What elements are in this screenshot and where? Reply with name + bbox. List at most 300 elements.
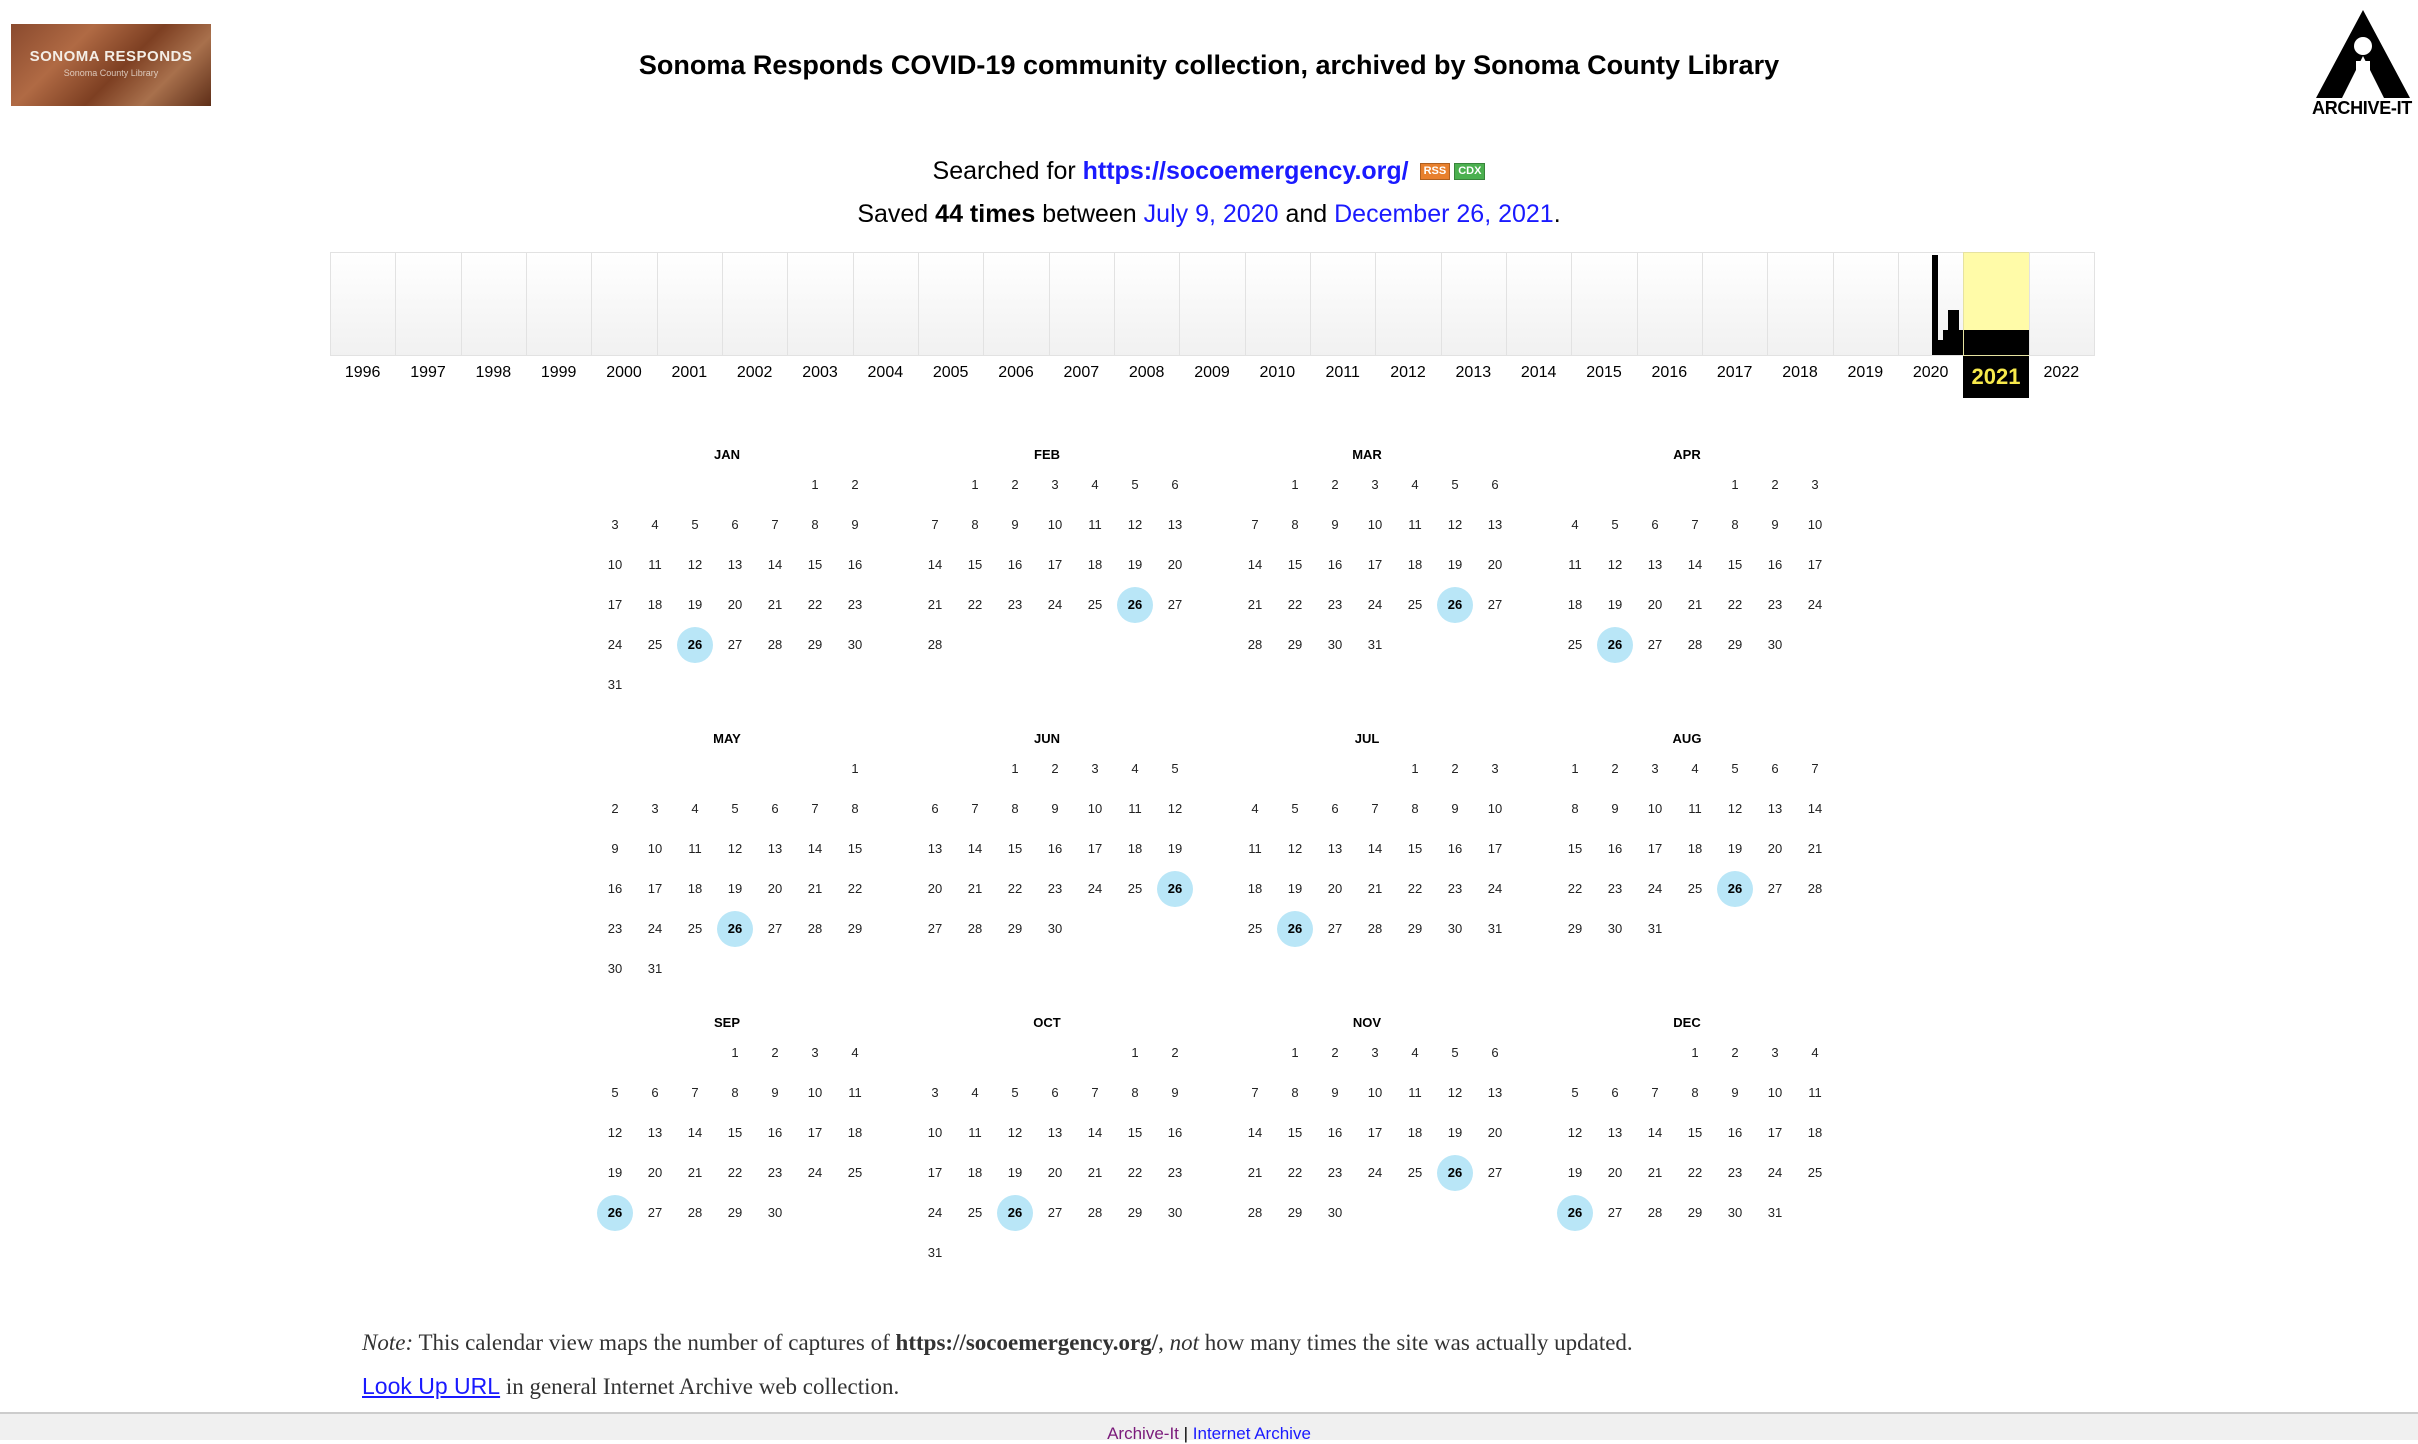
calendar-day: 29 [1687, 1205, 1703, 1220]
calendar-day: 30 [847, 637, 863, 652]
calendar-day: 19 [1287, 881, 1303, 896]
calendar-day: 28 [1807, 881, 1823, 896]
capture-day[interactable]: 26 [1157, 871, 1193, 907]
rss-badge[interactable]: RSS [1420, 163, 1451, 180]
note-not: not [1169, 1330, 1199, 1355]
month-title: JAN [713, 447, 740, 462]
calendar-day: 12 [1287, 841, 1303, 856]
calendar-day: 19 [687, 597, 703, 612]
year-cell-2006[interactable] [983, 252, 1049, 356]
calendar-day: 21 [1807, 841, 1823, 856]
calendar-day: 25 [1807, 1165, 1823, 1180]
month-title: MAY [713, 731, 741, 746]
year-cell-2008[interactable] [1114, 252, 1180, 356]
calendar-day: 11 [688, 841, 702, 856]
year-cell-2016[interactable] [1637, 252, 1703, 356]
calendar-day: 3 [1651, 761, 1659, 776]
year-cell-2013[interactable] [1441, 252, 1507, 356]
calendar-day: 13 [1047, 1125, 1063, 1140]
calendar-day: 4 [1411, 477, 1419, 492]
calendar-day: 20 [727, 597, 743, 612]
calendar-day: 9 [1611, 801, 1619, 816]
year-label-2012[interactable]: 2012 [1390, 364, 1426, 381]
calendar-day: 2 [851, 477, 859, 492]
calendar-day: 16 [1007, 557, 1023, 572]
calendar-day: 16 [1327, 557, 1343, 572]
month-dec [1557, 1015, 1847, 1295]
calendar-day: 9 [1011, 517, 1019, 532]
year-cell-1997[interactable] [395, 252, 461, 356]
month-may [597, 731, 887, 1011]
calendar-day: 29 [847, 921, 863, 936]
month-title: NOV [1352, 1015, 1382, 1030]
calendar-day: 7 [1251, 517, 1259, 532]
calendar-day: 6 [1171, 477, 1179, 492]
calendar-day: 10 [1087, 801, 1103, 816]
calendar-day: 9 [771, 1085, 779, 1100]
calendar-day: 16 [1607, 841, 1623, 856]
calendar-day: 18 [967, 1165, 983, 1180]
calendar-day: 16 [607, 881, 623, 896]
calendar-day: 29 [1287, 1205, 1303, 1220]
calendar-day: 13 [647, 1125, 663, 1140]
year-label-1996[interactable]: 1996 [344, 364, 381, 381]
calendar-day: 10 [1047, 517, 1063, 532]
between-label: between [1042, 200, 1137, 228]
calendar-day: 12 [1447, 517, 1463, 532]
calendar-day: 24 [1807, 597, 1823, 612]
capture-day[interactable]: 26 [1117, 587, 1153, 623]
calendar-day: 27 [1487, 1165, 1503, 1180]
calendar-day: 7 [1251, 1085, 1259, 1100]
calendar-day: 23 [1047, 881, 1063, 896]
calendar-day: 30 [1327, 637, 1343, 652]
calendar-day: 1 [1411, 761, 1419, 776]
year-cell-1998[interactable] [461, 252, 527, 356]
period: . [1553, 200, 1561, 228]
year-label-2000[interactable]: 2000 [606, 364, 642, 381]
calendar-day: 15 [1287, 557, 1303, 572]
calendar-day: 22 [807, 597, 823, 612]
calendar-day: 10 [1367, 517, 1383, 532]
calendar-day: 3 [1051, 477, 1059, 492]
calendar-day: 2 [1771, 477, 1779, 492]
year-cell-2012[interactable] [1375, 252, 1441, 356]
calendar-day: 8 [851, 801, 859, 816]
month-title: FEB [1034, 447, 1060, 462]
calendar-day: 18 [1127, 841, 1143, 856]
calendar-day: 2 [1011, 477, 1019, 492]
calendar-day: 22 [727, 1165, 743, 1180]
calendar-day: 7 [1651, 1085, 1659, 1100]
calendar-day: 4 [691, 801, 699, 816]
calendar-day: 25 [1247, 921, 1263, 936]
calendar-day: 27 [1767, 881, 1783, 896]
calendar-day: 30 [767, 1205, 783, 1220]
capture-day[interactable]: 26 [1557, 1195, 1593, 1231]
calendar-day: 4 [1091, 477, 1099, 492]
year-cell-2003[interactable] [787, 252, 853, 356]
calendar-day: 3 [611, 517, 619, 532]
calendar-day: 10 [607, 557, 623, 572]
capture-day[interactable]: 26 [1717, 871, 1753, 907]
calendar-day: 12 [1607, 557, 1623, 572]
calendar-day: 2 [611, 801, 619, 816]
calendar-day: 10 [1647, 801, 1663, 816]
calendar-day: 14 [767, 557, 783, 572]
calendar-day: 15 [967, 557, 983, 572]
calendar-day: 3 [1371, 477, 1379, 492]
calendar-day: 16 [1167, 1125, 1183, 1140]
calendar-day: 10 [1487, 801, 1503, 816]
calendar-day: 1 [1131, 1045, 1139, 1060]
saved-label: Saved [857, 200, 929, 228]
year-label-2010[interactable]: 2010 [1259, 364, 1296, 381]
capture-day[interactable]: 26 [677, 627, 713, 663]
calendar-day: 19 [1447, 557, 1463, 572]
calendar-day: 6 [1611, 1085, 1619, 1100]
searched-url-link[interactable]: https://socoemergency.org/ [1082, 157, 1409, 185]
calendar-day: 5 [1131, 477, 1139, 492]
calendar-day: 22 [1007, 881, 1023, 896]
year-label-2005[interactable]: 2005 [932, 364, 969, 381]
note-label: Note: [362, 1330, 414, 1355]
calendar-day: 20 [1487, 1125, 1503, 1140]
calendar-day: 8 [1691, 1085, 1699, 1100]
year-cell-2010[interactable] [1245, 252, 1311, 356]
calendar-day: 16 [1727, 1125, 1743, 1140]
calendar-day: 18 [1087, 557, 1103, 572]
calendar-day: 19 [1127, 557, 1143, 572]
calendar-day: 15 [1407, 841, 1423, 856]
month-sep [597, 1015, 887, 1295]
month-title: DEC [1673, 1015, 1701, 1030]
calendar-day: 2 [1611, 761, 1619, 776]
calendar-day: 4 [1691, 761, 1699, 776]
calendar-day: 8 [731, 1085, 739, 1100]
calendar-day: 3 [651, 801, 659, 816]
calendar-day: 23 [847, 597, 863, 612]
calendar-day: 27 [727, 637, 743, 652]
calendar-day: 12 [607, 1125, 623, 1140]
calendar-day: 27 [1327, 921, 1343, 936]
month-title: MAR [1352, 447, 1382, 462]
year-label-2016[interactable]: 2016 [1651, 364, 1688, 381]
calendar-day: 25 [687, 921, 703, 936]
calendar-day: 14 [1687, 557, 1703, 572]
calendar-day: 29 [807, 637, 823, 652]
year-cell-2014[interactable] [1506, 252, 1572, 356]
note-text-end: how many times the site was actually updated. [1204, 1330, 1633, 1355]
page-title: Sonoma Responds COVID-19 community collection, archived by Sonoma County Library [638, 50, 1780, 80]
year-label-2013[interactable]: 2013 [1455, 364, 1492, 381]
calendar-day: 11 [1688, 801, 1702, 816]
calendar-day: 6 [931, 801, 939, 816]
calendar-day: 1 [1291, 477, 1299, 492]
lookup-text: in general Internet Archive web collection. [505, 1374, 900, 1399]
calendar-day: 21 [1647, 1165, 1663, 1180]
calendar-day: 10 [1807, 517, 1823, 532]
calendar-day: 28 [1647, 1205, 1663, 1220]
calendar-day: 28 [1087, 1205, 1103, 1220]
calendar-day: 18 [1567, 597, 1583, 612]
year-label-2001[interactable]: 2001 [671, 364, 708, 381]
year-label-2020[interactable]: 2020 [1912, 364, 1949, 381]
calendar-day: 29 [1407, 921, 1423, 936]
calendar-day: 25 [647, 637, 663, 652]
calendar-day: 20 [1647, 597, 1663, 612]
calendar-day: 27 [1047, 1205, 1063, 1220]
month-title: JUN [1033, 731, 1060, 746]
calendar-day: 19 [1007, 1165, 1023, 1180]
calendar-day: 17 [927, 1165, 943, 1180]
calendar-day: 16 [1047, 841, 1063, 856]
calendar-day: 24 [1367, 597, 1383, 612]
calendar-day: 31 [1487, 921, 1503, 936]
calendar-day: 5 [1171, 761, 1179, 776]
calendar-day: 4 [1571, 517, 1579, 532]
calendar-day: 5 [1011, 1085, 1019, 1100]
year-cell-1996[interactable] [330, 252, 396, 356]
month-jun [917, 731, 1207, 1011]
calendar-day: 30 [1447, 921, 1463, 936]
year-cell-2022[interactable] [2029, 252, 2095, 356]
calendar-day: 2 [1451, 761, 1459, 776]
calendar-day: 4 [1411, 1045, 1419, 1060]
calendar-day: 1 [1011, 761, 1019, 776]
calendar-day: 19 [1447, 1125, 1463, 1140]
last-capture-link[interactable]: December 26, 2021 [1334, 200, 1554, 228]
calendar-day: 6 [731, 517, 739, 532]
calendar-day: 28 [687, 1205, 703, 1220]
capture-day[interactable]: 26 [997, 1195, 1033, 1231]
year-label-2007[interactable]: 2007 [1063, 364, 1100, 381]
calendar-day: 8 [811, 517, 819, 532]
year-cell-2015[interactable] [1571, 252, 1637, 356]
year-cell-2020[interactable] [1898, 252, 1964, 356]
capture-day[interactable]: 26 [717, 911, 753, 947]
calendar-day: 15 [1727, 557, 1743, 572]
calendar-day: 9 [1331, 1085, 1339, 1100]
calendar-day: 12 [687, 557, 703, 572]
year-label-2021[interactable]: 2021 [1963, 356, 2028, 398]
capture-day[interactable]: 26 [1437, 1155, 1473, 1191]
footer-links [0, 1424, 2418, 1444]
calendar-day: 31 [1647, 921, 1663, 936]
calendar-day: 22 [1127, 1165, 1143, 1180]
calendar-day: 5 [691, 517, 699, 532]
calendar-note [362, 1330, 1633, 1356]
calendar-day: 11 [1088, 517, 1102, 532]
calendar-day: 30 [607, 961, 623, 976]
calendar-day: 12 [1007, 1125, 1023, 1140]
calendar-day: 6 [1771, 761, 1779, 776]
year-label-2006[interactable]: 2006 [998, 364, 1034, 381]
calendar-day: 14 [1807, 801, 1823, 816]
calendar-day: 11 [1408, 517, 1422, 532]
calendar-day: 24 [1087, 881, 1103, 896]
calendar-day: 5 [1291, 801, 1299, 816]
year-label-2008[interactable]: 2008 [1128, 364, 1165, 381]
year-label-2003[interactable]: 2003 [802, 364, 838, 381]
year-cell-2002[interactable] [722, 252, 788, 356]
calendar-day: 21 [767, 597, 783, 612]
calendar-day: 23 [1167, 1165, 1183, 1180]
year-label-2014[interactable]: 2014 [1520, 364, 1557, 381]
calendar-day: 18 [1687, 841, 1703, 856]
calendar-day: 13 [727, 557, 743, 572]
calendar-day: 30 [1767, 637, 1783, 652]
calendar-day: 23 [1727, 1165, 1743, 1180]
month-jan [597, 447, 887, 727]
capture-day[interactable]: 26 [1597, 627, 1633, 663]
month-title: APR [1673, 447, 1701, 462]
year-cell-2017[interactable] [1702, 252, 1768, 356]
calendar-day: 11 [1808, 1085, 1822, 1100]
calendar-day: 17 [607, 597, 623, 612]
year-label-2011[interactable]: 2011 [1325, 364, 1360, 381]
calendar-day: 3 [1771, 1045, 1779, 1060]
year-label-2015[interactable]: 2015 [1586, 364, 1622, 381]
year-cell-2005[interactable] [918, 252, 984, 356]
calendar-day: 20 [927, 881, 943, 896]
year-label-1999[interactable]: 1999 [540, 364, 577, 381]
calendar-day: 2 [1331, 477, 1339, 492]
year-label-2009[interactable]: 2009 [1194, 364, 1230, 381]
calendar-day: 18 [1807, 1125, 1823, 1140]
calendar-day: 3 [1811, 477, 1819, 492]
year-label-2004[interactable]: 2004 [867, 364, 904, 381]
year-cell-2009[interactable] [1179, 252, 1245, 356]
year-cell-2019[interactable] [1833, 252, 1899, 356]
capture-day[interactable]: 26 [1437, 587, 1473, 623]
calendar-day: 7 [1691, 517, 1699, 532]
calendar-day: 6 [1491, 477, 1499, 492]
calendar-day: 27 [767, 921, 783, 936]
logo-title: SONOMA RESPONDS [29, 48, 193, 65]
year-cell-2018[interactable] [1767, 252, 1833, 356]
calendar-day: 30 [1047, 921, 1063, 936]
calendar-day: 15 [807, 557, 823, 572]
year-cell-1999[interactable] [526, 252, 592, 356]
capture-count: 44 times [935, 200, 1036, 228]
calendar-day: 1 [851, 761, 859, 776]
calendar-day: 17 [647, 881, 663, 896]
year-cell-2004[interactable] [853, 252, 919, 356]
calendar-day: 3 [1371, 1045, 1379, 1060]
calendar-day: 14 [1647, 1125, 1663, 1140]
calendar-day: 14 [687, 1125, 703, 1140]
calendar-day: 25 [1087, 597, 1103, 612]
year-label-1998[interactable]: 1998 [475, 364, 512, 381]
year-cell-2021[interactable] [1963, 252, 2029, 356]
calendar-day: 29 [727, 1205, 743, 1220]
calendar-day: 8 [1571, 801, 1579, 816]
calendar-day: 1 [811, 477, 819, 492]
capture-day[interactable]: 26 [1277, 911, 1313, 947]
calendar-day: 7 [931, 517, 939, 532]
calendar-day: 8 [971, 517, 979, 532]
year-label-2019[interactable]: 2019 [1847, 364, 1884, 381]
calendar-day: 11 [648, 557, 662, 572]
calendar-day: 6 [1651, 517, 1659, 532]
calendar-day: 11 [1248, 841, 1262, 856]
calendar-day: 20 [767, 881, 783, 896]
calendar-day: 15 [1567, 841, 1583, 856]
capture-day[interactable]: 26 [597, 1195, 633, 1231]
calendar-day: 29 [1127, 1205, 1143, 1220]
calendar-day: 8 [1291, 1085, 1299, 1100]
calendar-day: 7 [811, 801, 819, 816]
cdx-badge[interactable]: CDX [1454, 163, 1485, 180]
calendar-day: 20 [1327, 881, 1343, 896]
calendar-day: 12 [1167, 801, 1183, 816]
calendar-day: 10 [647, 841, 663, 856]
month-oct [917, 1015, 1207, 1295]
calendar-day: 21 [927, 597, 943, 612]
calendar-day: 5 [611, 1085, 619, 1100]
month-aug [1557, 731, 1847, 1011]
calendar-day: 13 [1327, 841, 1343, 856]
year-cell-2000[interactable] [591, 252, 657, 356]
calendar-day: 11 [848, 1085, 862, 1100]
calendar-day: 25 [847, 1165, 863, 1180]
calendar-day: 17 [1047, 557, 1063, 572]
calendar-day: 19 [1567, 1165, 1583, 1180]
footer-archive-it-link[interactable]: Archive-It [1107, 1424, 1179, 1443]
calendar-day: 3 [811, 1045, 819, 1060]
first-capture-link[interactable]: July 9, 2020 [1143, 200, 1279, 228]
year-cell-2007[interactable] [1049, 252, 1115, 356]
calendar-day: 31 [1367, 637, 1383, 652]
calendar-day: 13 [1607, 1125, 1623, 1140]
calendar-day: 27 [927, 921, 943, 936]
calendar-day: 5 [1731, 761, 1739, 776]
year-label-2018[interactable]: 2018 [1782, 364, 1818, 381]
calendar-day: 4 [851, 1045, 859, 1060]
calendar-day: 1 [971, 477, 979, 492]
calendar-day: 16 [1447, 841, 1463, 856]
look-up-url-link[interactable]: Look Up URL [362, 1373, 501, 1399]
calendar-day: 17 [1367, 557, 1383, 572]
calendar-day: 21 [1247, 1165, 1263, 1180]
calendar-day: 14 [927, 557, 943, 572]
calendar-day: 1 [1571, 761, 1579, 776]
calendar-day: 24 [1767, 1165, 1783, 1180]
month-title: SEP [713, 1015, 740, 1030]
saved-summary [0, 200, 2418, 229]
year-cell-2001[interactable] [657, 252, 723, 356]
year-label-2017[interactable]: 2017 [1716, 364, 1753, 381]
year-label-1997[interactable]: 1997 [410, 364, 446, 381]
year-cell-2011[interactable] [1310, 252, 1376, 356]
calendar-day: 29 [1567, 921, 1583, 936]
calendar-day: 11 [1408, 1085, 1422, 1100]
calendar-day: 19 [1167, 841, 1183, 856]
calendar-day: 19 [1727, 841, 1743, 856]
calendar-day: 14 [1367, 841, 1383, 856]
calendar-day: 30 [1167, 1205, 1183, 1220]
calendar-day: 27 [1167, 597, 1183, 612]
year-label-2022[interactable]: 2022 [2043, 364, 2080, 381]
calendar-day: 18 [1407, 1125, 1423, 1140]
footer-internet-archive-link[interactable]: Internet Archive [1192, 1424, 1311, 1443]
calendar-day: 4 [1811, 1045, 1819, 1060]
month-title: AUG [1672, 731, 1702, 746]
footer-separator: | [1183, 1424, 1189, 1443]
year-label-2002[interactable]: 2002 [736, 364, 773, 381]
calendar-day: 25 [1407, 1165, 1423, 1180]
